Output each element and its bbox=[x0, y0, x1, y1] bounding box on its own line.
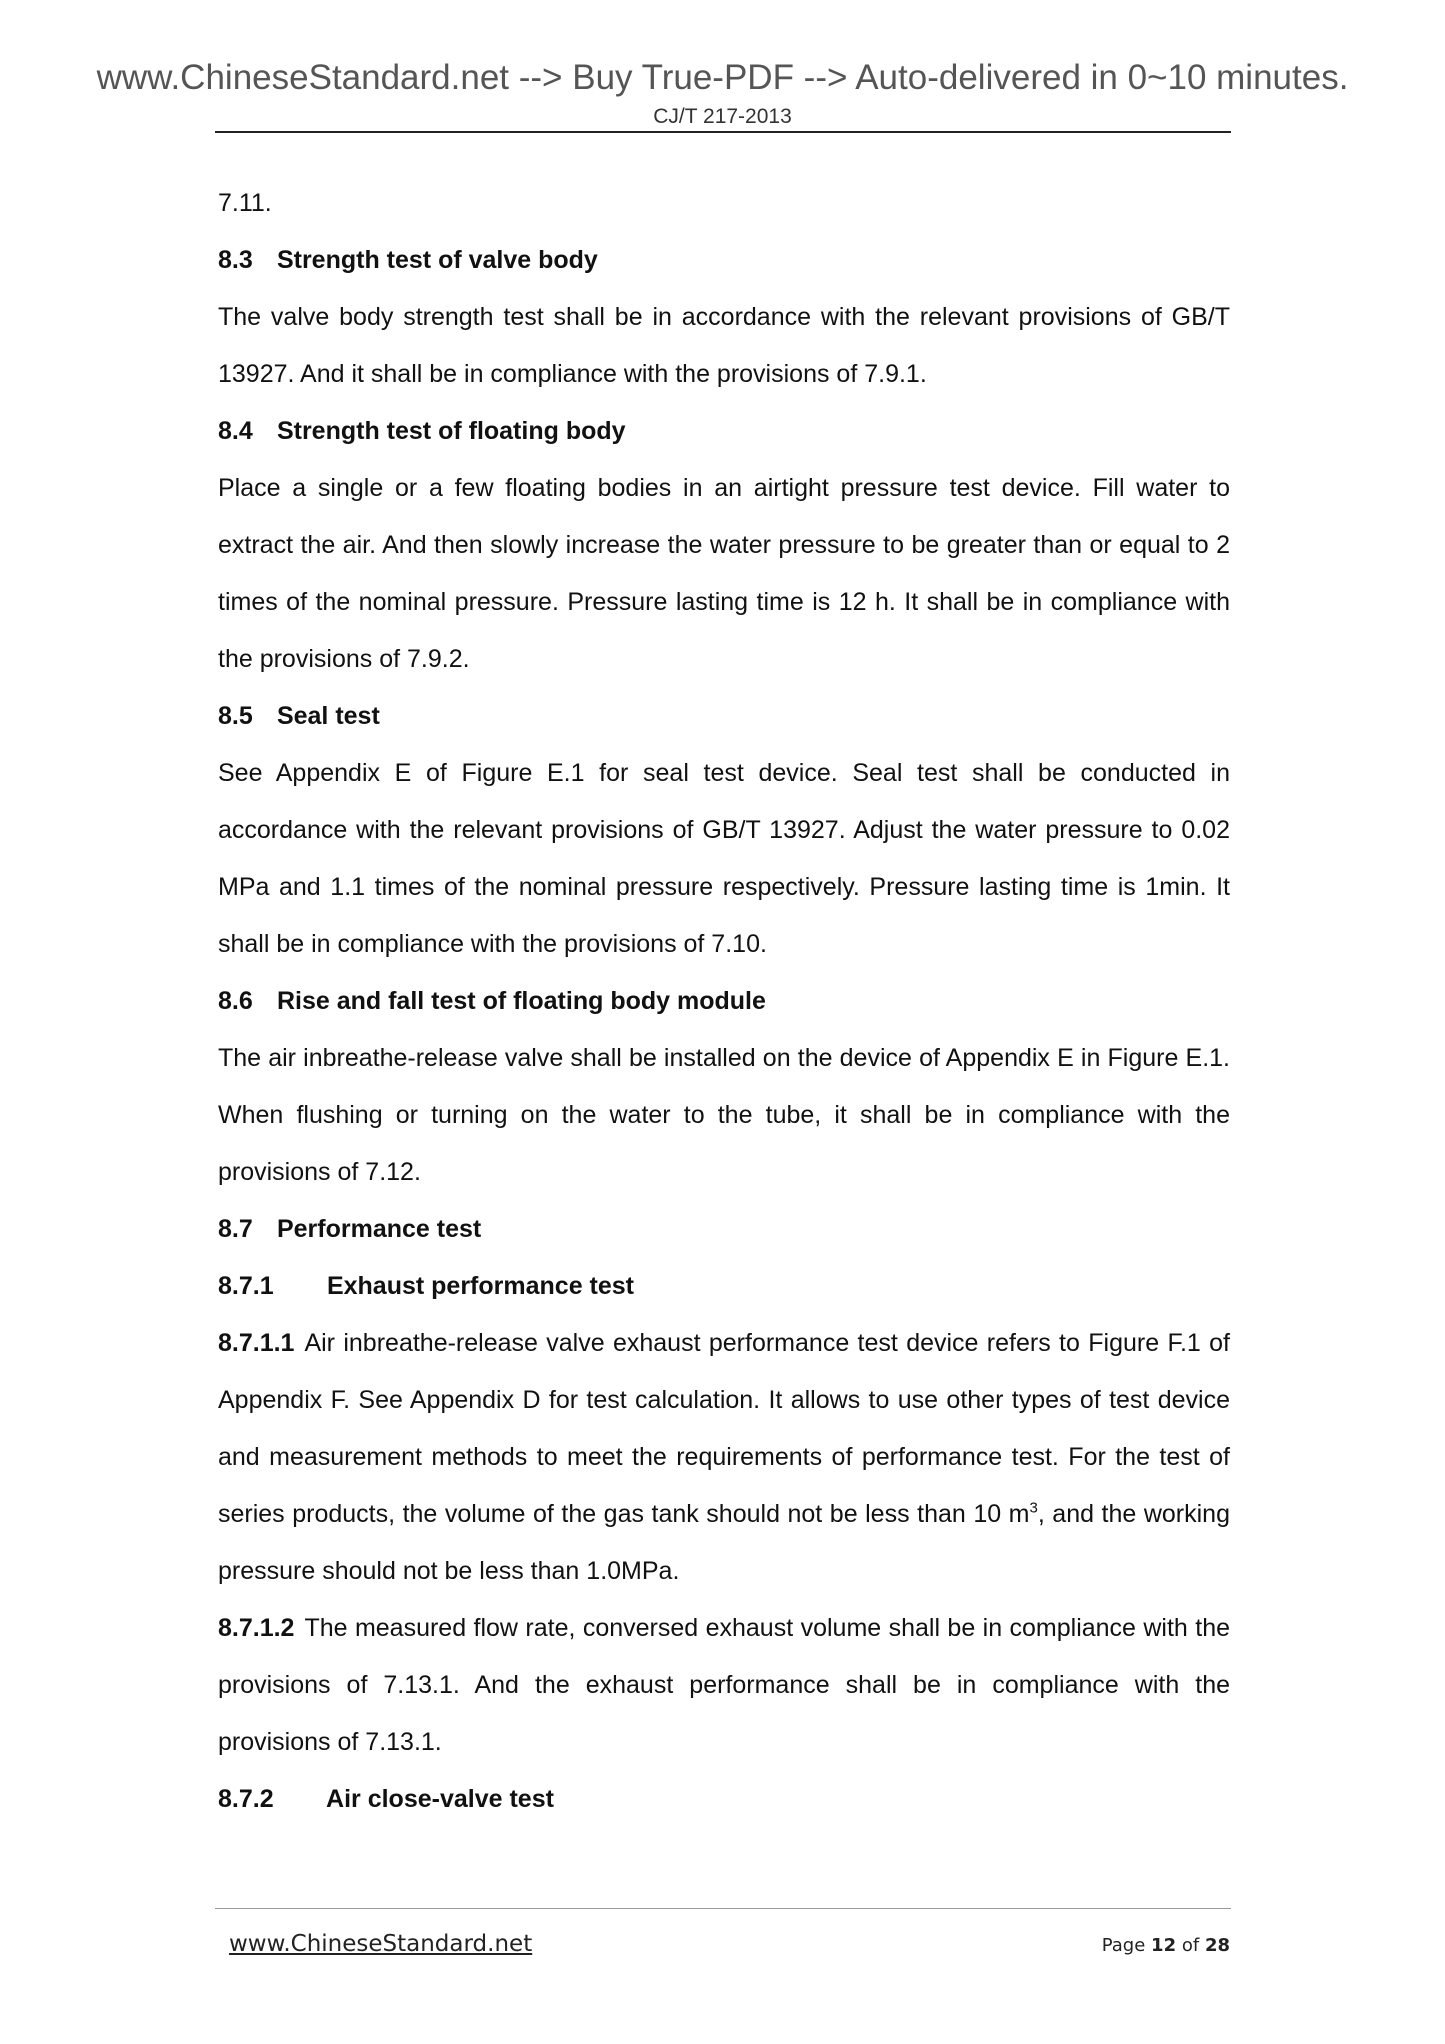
section-number: 8.6 bbox=[218, 987, 253, 1015]
section-heading-8-7-2 bbox=[218, 1771, 1230, 1828]
footer-rule bbox=[215, 1908, 1231, 1909]
section-number: 8.7.1 bbox=[218, 1272, 274, 1300]
section-number: 8.3 bbox=[218, 246, 253, 274]
page-content bbox=[218, 175, 1230, 1828]
section-number: 8.5 bbox=[218, 702, 253, 730]
page-of: of bbox=[1181, 1935, 1200, 1956]
section-title: Exhaust performance test bbox=[326, 1272, 634, 1300]
section-text-8-4: Place a single or a few floating bodies in an airtight pressure test device. Fill water to extract the air. And then slowly increase the water pressure to be greater than or equal to 2 times of the nominal pressure. Pressure lasting time is 12 h. It shall be in compliance with the provisions of 7.9.2. bbox=[218, 474, 1230, 673]
page-label: Page bbox=[1101, 1935, 1146, 1956]
section-text-8-5: See Appendix E of Figure E.1 for seal test device. Seal test shall be conducted in accordance with the relevant provisions of GB/T 13927. Adjust the water pressure to 0.02 MPa and 1.1 times of the nominal pressure respectively. Pressure lasting time is 1min. It shall be in compliance with the provisions of 7.10. bbox=[218, 759, 1230, 958]
section-heading-8-7-1 bbox=[218, 1258, 1230, 1315]
page-total: 28 bbox=[1204, 1935, 1230, 1956]
section-text-8-7-1-2 bbox=[218, 1600, 1230, 1771]
section-heading-8-3 bbox=[218, 232, 1230, 289]
section-text-8-7-1-1 bbox=[218, 1315, 1230, 1600]
section-title: Air close-valve test bbox=[326, 1785, 554, 1813]
footer-site-link[interactable]: www.ChineseStandard.net bbox=[229, 1931, 533, 1957]
page-current: 12 bbox=[1151, 1935, 1177, 1956]
clause-number: 8.7.1.1 bbox=[218, 1329, 295, 1357]
top-banner[interactable]: www.ChineseStandard.net --> Buy True-PDF --> Auto-delivered in 0~10 minutes. bbox=[96, 58, 1349, 97]
section-heading-8-5 bbox=[218, 688, 1230, 745]
section-text-8-6: The air inbreathe-release valve shall be installed on the device of Appendix E in Figure E.1. When flushing or turning on the water to the tube, it shall be in compliance with the provisions of 7.12. bbox=[218, 1044, 1230, 1186]
document-code: CJ/T 217-2013 bbox=[653, 105, 792, 128]
superscript: 3 bbox=[1029, 1499, 1038, 1517]
header-rule bbox=[215, 131, 1231, 133]
clause-text: The measured flow rate, conversed exhaust volume shall be in compliance with the provisions of 7.13.1. And the exhaust performance shall be in compliance with the provisions of 7.13.1. bbox=[218, 1614, 1230, 1756]
clause-text: Air inbreathe-release valve exhaust performance test device refers to Figure F.1 of Appendix F. See Appendix D for test calculation. It allows to use other types of test device and measurement methods to meet the requirements of performance test. For the test of series products, the volume of the gas tank should not be less than 10 m bbox=[218, 1329, 1230, 1528]
clause-number: 8.7.1.2 bbox=[218, 1614, 295, 1642]
section-title: Strength test of floating body bbox=[276, 417, 626, 445]
section-text-8-3: The valve body strength test shall be in accordance with the relevant provisions of GB/T 13927. And it shall be in compliance with the provisions of 7.9.1. bbox=[218, 303, 1230, 388]
section-title: Rise and fall test of floating body module bbox=[276, 987, 766, 1015]
section-title: Performance test bbox=[276, 1215, 482, 1243]
clause-text-continued: , and the working pressure should not be less than 1.0MPa. bbox=[218, 1500, 1230, 1585]
section-heading-8-4 bbox=[218, 403, 1230, 460]
section-number: 8.7 bbox=[218, 1215, 253, 1243]
lead-text: 7.11. bbox=[218, 189, 272, 217]
section-heading-8-6 bbox=[218, 973, 1230, 1030]
section-title: Strength test of valve body bbox=[276, 246, 598, 274]
page-indicator bbox=[1000, 1934, 1230, 1958]
section-number: 8.7.2 bbox=[218, 1785, 274, 1813]
section-title: Seal test bbox=[276, 702, 380, 730]
section-heading-8-7 bbox=[218, 1201, 1230, 1258]
section-number: 8.4 bbox=[218, 417, 253, 445]
